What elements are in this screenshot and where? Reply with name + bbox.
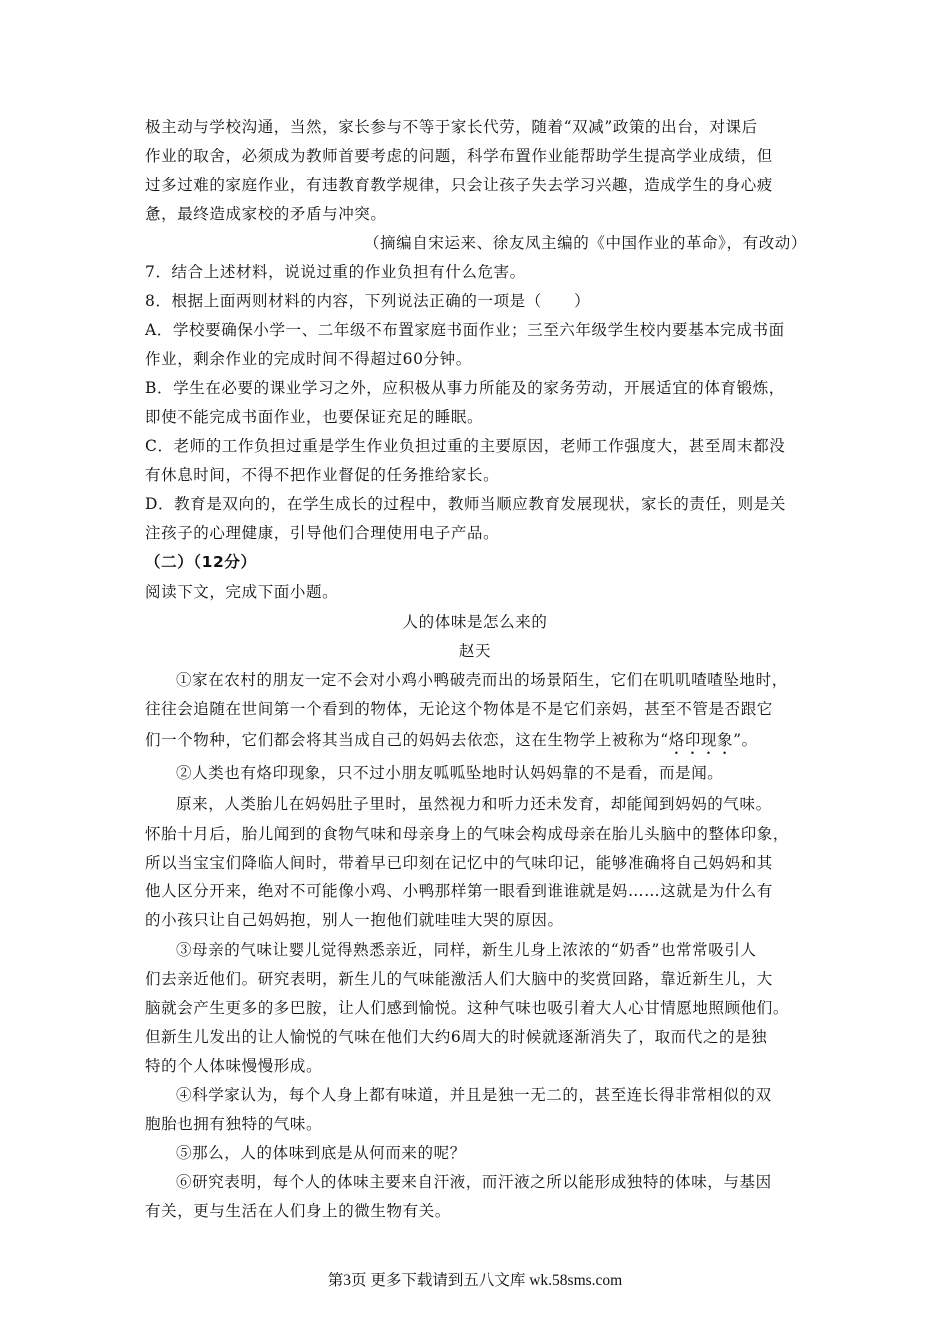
article-author: 赵天	[458, 642, 492, 660]
section-instruction: 阅读下文，完成下面小题。	[145, 583, 339, 601]
paragraph-line: 所以当宝宝们降临人间时，带着早已印刻在记忆中的气味印记，能够准确将自己妈妈和其	[145, 854, 773, 872]
paragraph-line: 怀胎十月后，胎儿闻到的食物气味和母亲身上的气味会构成母亲在胎儿头脑中的整体印象，	[145, 825, 790, 843]
option-d: D．教育是双向的，在学生成长的过程中，教师当顺应教育发展现状，家长的责任，则是关	[145, 495, 786, 513]
option-a-cont: 作业，剩余作业的完成时间不得超过60分钟。	[145, 350, 472, 368]
section-heading: （二）（12分）	[145, 553, 257, 571]
option-b-cont: 即使不能完成书面作业，也要保证充足的睡眠。	[145, 408, 484, 426]
paragraph-text: 们一个物种，它们都会将其当成自己的妈妈去依恋，这在生物学上被称为“	[145, 731, 669, 749]
option-c-cont: 有休息时间，不得不把作业督促的任务推给家长。	[145, 466, 500, 484]
paragraph-line: 但新生儿发出的让人愉悦的气味在他们大约6周大的时候就逐渐消失了，取而代之的是独	[145, 1028, 768, 1046]
question-8: 8．根据上面两则材料的内容，下列说法正确的一项是（ ）	[145, 292, 591, 310]
emphasized-term: 烙印现象	[668, 731, 734, 749]
option-d-cont: 注孩子的心理健康，引导他们合理使用电子产品。	[145, 524, 500, 542]
paragraph-line: ⑥研究表明，每个人的体味主要来自汗液，而汗液之所以能形成独特的体味，与基因	[176, 1173, 772, 1191]
paragraph-line: 脑就会产生更多的多巴胺，让人们感到愉悦。这种气味也吸引着大人心甘情愿地照顾他们。	[145, 999, 790, 1017]
paragraph-line: 的小孩只让自己妈妈抱，别人一抱他们就哇哇大哭的原因。	[145, 911, 564, 929]
source-citation: （摘编自宋运来、徐友凤主编的《中国作业的革命》，有改动）	[363, 234, 807, 252]
paragraph-line	[145, 730, 805, 758]
paragraph-line: 原来，人类胎儿在妈妈肚子里时，虽然视力和听力还未发育，却能闻到妈妈的气味。	[176, 795, 772, 813]
option-b: B．学生在必要的课业学习之外，应积极从事力所能及的家务劳动，开展适宜的体育锻炼，	[145, 379, 785, 397]
text-line: 作业的取舍，必须成为教师首要考虑的问题，科学布置作业能帮助学生提高学业成绩，但	[145, 147, 773, 165]
question-7: 7．结合上述材料，说说过重的作业负担有什么危害。	[145, 263, 526, 281]
paragraph-line: 胞胎也拥有独特的气味。	[145, 1115, 323, 1133]
text-line: 惫，最终造成家校的矛盾与冲突。	[145, 205, 387, 223]
paragraph-text: ”。	[733, 731, 758, 749]
paragraph-line: ③母亲的气味让婴儿觉得熟悉亲近，同样，新生儿身上浓浓的“奶香”也常常吸引人	[176, 941, 757, 959]
paragraph-line: ⑤那么，人的体味到底是从何而来的呢？	[176, 1144, 466, 1162]
paragraph-line: 往往会追随在世间第一个看到的物体，无论这个物体是不是它们亲妈，甚至不管是否跟它	[145, 700, 773, 718]
text-line: 极主动与学校沟通，当然，家长参与不等于家长代劳，随着“双减”政策的出台，对课后	[145, 118, 758, 136]
page-footer: 第3页 更多下载请到五八文库 wk.58sms.com	[327, 1272, 623, 1289]
paragraph-line: 有关，更与生活在人们身上的微生物有关。	[145, 1202, 451, 1220]
option-a: A．学校要确保小学一、二年级不布置家庭书面作业；三至六年级学生校内要基本完成书面	[145, 321, 785, 339]
option-c: C．老师的工作负担过重是学生作业负担过重的主要原因，老师工作强度大，甚至周末都没	[145, 437, 786, 455]
paragraph-line: ②人类也有烙印现象，只不过小朋友呱呱坠地时认妈妈靠的不是看，而是闻。	[176, 764, 724, 782]
text-line: 过多过难的家庭作业，有违教育教学规律，只会让孩子失去学习兴趣，造成学生的身心疲	[145, 176, 773, 194]
paragraph-line: ④科学家认为，每个人身上都有味道，并且是独一无二的，甚至连长得非常相似的双	[176, 1086, 772, 1104]
article-title: 人的体味是怎么来的	[402, 613, 548, 631]
paragraph-line: ①家在农村的朋友一定不会对小鸡小鸭破壳而出的场景陌生，它们在叽叽喳喳坠地时，	[176, 671, 788, 689]
paragraph-line: 他人区分开来，绝对不可能像小鸡、小鸭那样第一眼看到谁谁就是妈……这就是为什么有	[145, 882, 773, 900]
paragraph-line: 们去亲近他们。研究表明，新生儿的气味能激活人们大脑中的奖赏回路，靠近新生儿，大	[145, 970, 773, 988]
paragraph-line: 特的个人体味慢慢形成。	[145, 1057, 323, 1075]
